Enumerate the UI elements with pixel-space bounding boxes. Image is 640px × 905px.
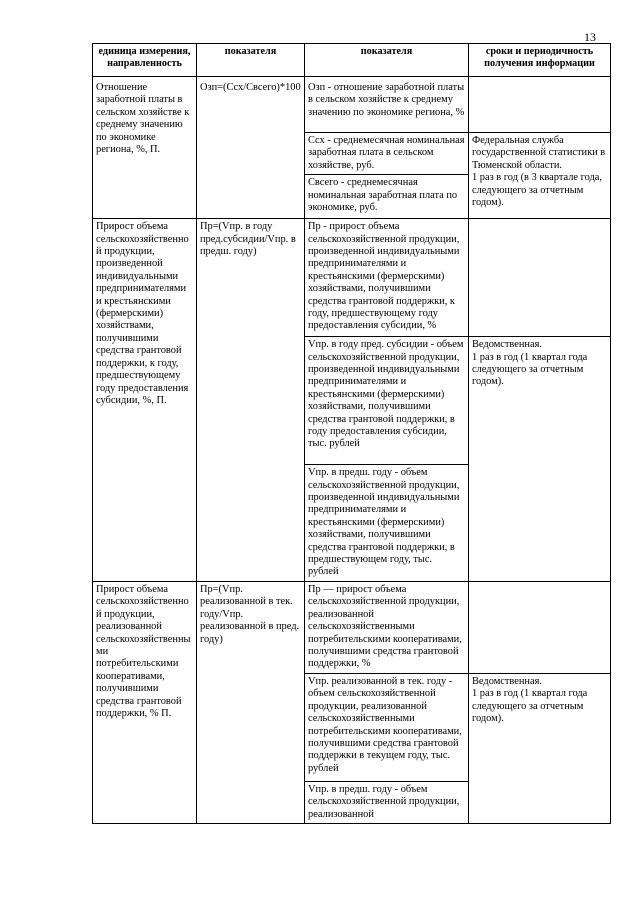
indicator-part: Пр — прирост объема сельскохозяйственной продукции, реализованной сельскохозяйственными потребительскими кооперативами, получившими средства грантовой поддержки, % bbox=[305, 581, 469, 673]
table-row bbox=[93, 219, 611, 337]
indicator-part: Vпр. в предш. году - объем сельскохозяйственной продукции, произведенной индивидуальными предпринимателями и крестьянскими (фермерскими) хозяйствами, получившими средства грантовой поддержки, в предшествующем году, тыс. рублей bbox=[305, 465, 469, 582]
indicator-part: Ссх - среднемесячная номинальная заработная плата в сельском хозяйстве, руб. bbox=[305, 133, 469, 175]
header-unit: единица измерения, направленность bbox=[93, 44, 197, 77]
source-empty bbox=[469, 77, 611, 133]
table-row bbox=[93, 581, 611, 673]
table-header-row bbox=[93, 44, 611, 77]
indicator-part: Озп - отношение заработной платы в сельском хозяйстве к среднему значению по экономике региона, % bbox=[305, 77, 469, 133]
table-row bbox=[93, 77, 611, 133]
source-empty bbox=[469, 219, 611, 337]
indicator-name: Прирост объема сельскохозяйственной продукции, реализованной сельскохозяйственными потребительскими кооперативами, получившими средства грантовой поддержки, % П. bbox=[93, 581, 197, 823]
indicator-part: Vпр. реализованной в тек. году - объем сельскохозяйственной продукции, реализованной сельскохозяйственными потребительскими кооперативами, получившими средства грантовой поддержки в текущем году, тыс. рублей bbox=[305, 673, 469, 781]
header-indicator: показателя bbox=[305, 44, 469, 77]
indicator-name: Отношение заработной платы в сельском хозяйстве к среднему значению по экономике региона, %, П. bbox=[93, 77, 197, 219]
indicator-formula: Пр=(Vпр. реализованной в тек. году/Vпр. реализованной в пред. году) bbox=[197, 581, 305, 823]
header-formula: показателя bbox=[197, 44, 305, 77]
indicator-source: Ведомственная. 1 раз в год (1 квартал года следующего за отчетным годом). bbox=[469, 673, 611, 823]
indicators-table bbox=[92, 43, 611, 824]
indicator-part: Vпр. в году пред. субсидии - объем сельскохозяйственной продукции, произведенной индивидуальными предпринимателями и крестьянскими (фермерскими) хозяйствами, получившими средства грантовой поддержки, в году предоставления субсидии, тыс. рублей bbox=[305, 337, 469, 465]
indicator-part: Свсего - среднемесячная номинальная заработная плата по экономике, руб. bbox=[305, 175, 469, 219]
indicator-formula: Пр=(Vпр. в году пред.субсидии/Vпр. в предш. году) bbox=[197, 219, 305, 582]
source-empty bbox=[469, 581, 611, 673]
indicator-part: Пр - прирост объема сельскохозяйственной продукции, произведенной индивидуальными предпринимателями и крестьянскими (фермерскими) хозяйствами, получившими средства грантовой поддержки, к году, предшествующему году предоставления субсидии, % bbox=[305, 219, 469, 337]
page-number: 13 bbox=[584, 30, 596, 44]
indicator-formula: Озп=(Ссх/Свсего)*100 bbox=[197, 77, 305, 219]
header-source: сроки и периодичность получения информации bbox=[469, 44, 611, 77]
indicator-source: Ведомственная. 1 раз в год (1 квартал года следующего за отчетным годом). bbox=[469, 337, 611, 582]
indicator-name: Прирост объема сельскохозяйственной продукции, произведенной индивидуальными предпринимателями и крестьянскими (фермерскими) хозяйствами, получившими средства грантовой поддержки, к году, предшествующему году предоставления субсидии, %, П. bbox=[93, 219, 197, 582]
indicator-part: Vпр. в предш. году - объем сельскохозяйственной продукции, реализованной bbox=[305, 781, 469, 823]
indicator-source: Федеральная служба государственной статистики в Тюменской области. 1 раз в год (в 3 квартале года, следующего за отчетным годом). bbox=[469, 133, 611, 219]
